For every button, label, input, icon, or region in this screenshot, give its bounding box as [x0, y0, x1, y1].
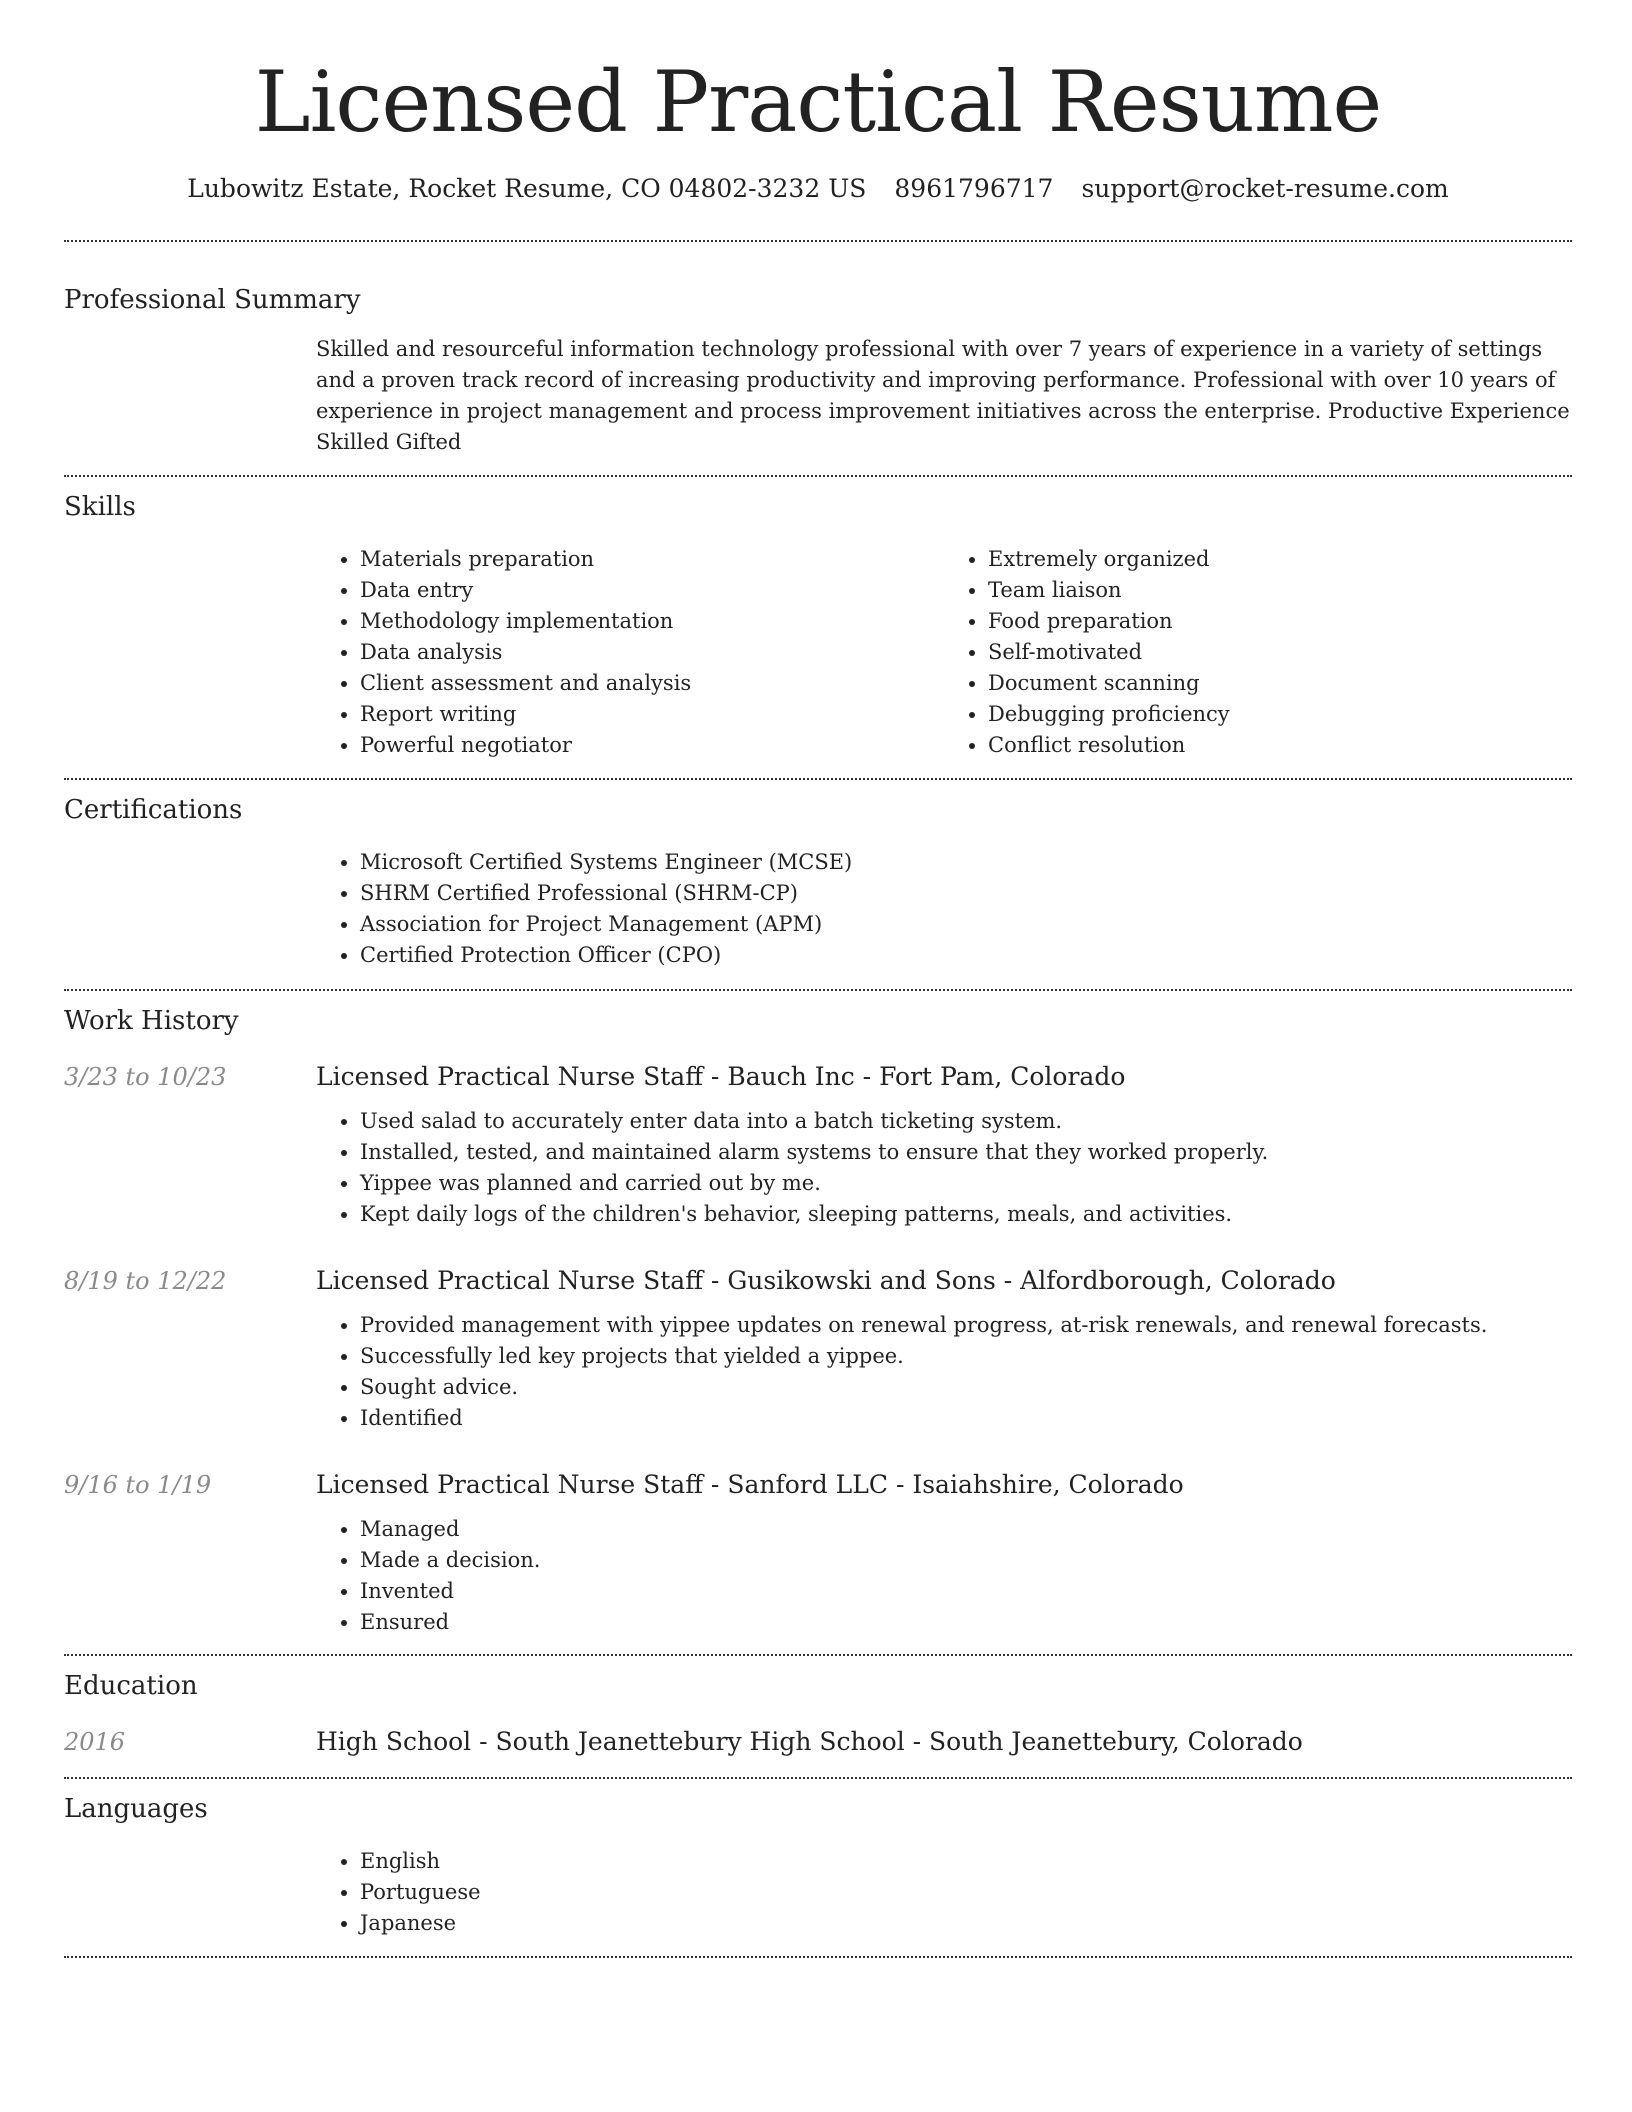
list-item: • Yippee was planned and carried out by me.: [360, 1168, 1572, 1199]
list-item: • Food preparation: [988, 606, 1572, 637]
list-item: • Japanese: [360, 1908, 1572, 1939]
job-body: [316, 1264, 1572, 1434]
education-school-location: - South Jeanettebury High School - South Jeanettebury, Colorado: [471, 1727, 1303, 1756]
job-employer-location: - Sanford LLC - Isaiahshire, Colorado: [702, 1470, 1184, 1499]
skills-section: [64, 490, 1572, 761]
list-item: • Self-motivated: [988, 637, 1572, 668]
education-year: 2016: [64, 1728, 126, 1756]
education-degree: High School: [316, 1727, 472, 1756]
list-item: • Data entry: [360, 575, 944, 606]
certifications-content: [316, 847, 1572, 971]
list-item: • Debugging proficiency: [988, 699, 1572, 730]
job-entry: [64, 1060, 1572, 1230]
work-history-section: [64, 1004, 1572, 1638]
job-entry: [64, 1264, 1572, 1434]
divider: [64, 989, 1572, 991]
education-body: [316, 1725, 1572, 1759]
list-item: • Identified: [360, 1403, 1572, 1434]
job-role: Licensed Practical Nurse Staff: [316, 1062, 703, 1091]
summary-text: Skilled and resourceful information technology professional with over 7 years of experience in a variety of settings and a proven track record of increasing productivity and improving performance. Professional with over 10 years of experience in project management and process improvement initiatives across the enterprise. Productive Experience Skilled Gifted: [316, 337, 1570, 454]
education-entry: [64, 1725, 1572, 1759]
divider: [64, 1654, 1572, 1656]
divider: [64, 1777, 1572, 1779]
section-title-skills: Skills: [64, 492, 136, 522]
list-item: • Report writing: [360, 699, 944, 730]
education-section: [64, 1669, 1572, 1759]
skills-columns: [316, 544, 1572, 761]
job-bullets: [316, 1310, 1572, 1434]
list-item: • Conflict resolution: [988, 730, 1572, 761]
list-item: • Successfully led key projects that yielded a yippee.: [360, 1341, 1572, 1372]
list-item: • Provided management with yippee updates on renewal progress, at-risk renewals, and renewal forecasts.: [360, 1310, 1572, 1341]
list-item: • Extremely organized: [988, 544, 1572, 575]
list-item: • English: [360, 1846, 1572, 1877]
job-body: [316, 1468, 1572, 1638]
list-item: • Document scanning: [988, 668, 1572, 699]
languages-list: [316, 1846, 1572, 1939]
resume-page: [64, 0, 1572, 1958]
list-item: • Powerful negotiator: [360, 730, 944, 761]
section-title-certifications: Certifications: [64, 795, 243, 825]
section-title-summary: Professional Summary: [64, 285, 361, 315]
divider: [64, 1956, 1572, 1958]
section-title-education: Education: [64, 1671, 198, 1701]
resume-header: [64, 0, 1572, 206]
job-role: Licensed Practical Nurse Staff: [316, 1470, 703, 1499]
list-item: • Data analysis: [360, 637, 944, 668]
list-item: • Made a decision.: [360, 1545, 1572, 1576]
list-item: • Materials preparation: [360, 544, 944, 575]
divider: [64, 475, 1572, 477]
job-dates: 3/23 to 10/23: [64, 1063, 227, 1091]
certifications-section: [64, 793, 1572, 971]
list-item: • Managed: [360, 1514, 1572, 1545]
list-item: • Microsoft Certified Systems Engineer (MCSE): [360, 847, 1572, 878]
job-title: [316, 1264, 1572, 1298]
section-title-languages: Languages: [64, 1794, 208, 1824]
divider: [64, 240, 1572, 242]
contact-email: support@rocket-resume.com: [1081, 174, 1449, 203]
list-item: • Methodology implementation: [360, 606, 944, 637]
job-body: [316, 1060, 1572, 1230]
skills-list-left: [316, 544, 944, 761]
job-employer-location: - Gusikowski and Sons - Alfordborough, Colorado: [702, 1266, 1336, 1295]
languages-section: [64, 1792, 1572, 1939]
contact-line: [64, 172, 1572, 206]
list-item: • Client assessment and analysis: [360, 668, 944, 699]
job-title: [316, 1060, 1572, 1094]
job-dates: 9/16 to 1/19: [64, 1471, 212, 1499]
list-item: • Team liaison: [988, 575, 1572, 606]
education-title: [316, 1725, 1572, 1759]
list-item: • Sought advice.: [360, 1372, 1572, 1403]
job-dates: 8/19 to 12/22: [64, 1267, 227, 1295]
list-item: • Kept daily logs of the children's behavior, sleeping patterns, meals, and activities.: [360, 1199, 1572, 1230]
job-bullets: [316, 1514, 1572, 1638]
list-item: • Installed, tested, and maintained alarm systems to ensure that they worked properly.: [360, 1137, 1572, 1168]
contact-phone: 8961796717: [894, 174, 1054, 203]
languages-content: [316, 1846, 1572, 1939]
list-item: • Invented: [360, 1576, 1572, 1607]
certifications-list: [316, 847, 1572, 971]
list-item: • SHRM Certified Professional (SHRM-CP): [360, 878, 1572, 909]
job-employer-location: - Bauch Inc - Fort Pam, Colorado: [702, 1062, 1126, 1091]
resume-name: Licensed Practical Resume: [254, 53, 1382, 151]
summary-section: [64, 283, 1572, 458]
section-title-work-history: Work History: [64, 1006, 239, 1036]
job-entry: [64, 1468, 1572, 1638]
list-item: • Certified Protection Officer (CPO): [360, 940, 1572, 971]
skills-list-right: [944, 544, 1572, 761]
contact-address: Lubowitz Estate, Rocket Resume, CO 04802-3232 US: [187, 174, 867, 203]
list-item: • Used salad to accurately enter data into a batch ticketing system.: [360, 1106, 1572, 1137]
divider: [64, 778, 1572, 780]
list-item: • Portuguese: [360, 1877, 1572, 1908]
job-role: Licensed Practical Nurse Staff: [316, 1266, 703, 1295]
list-item: • Ensured: [360, 1607, 1572, 1638]
list-item: • Association for Project Management (APM): [360, 909, 1572, 940]
job-bullets: [316, 1106, 1572, 1230]
job-title: [316, 1468, 1572, 1502]
